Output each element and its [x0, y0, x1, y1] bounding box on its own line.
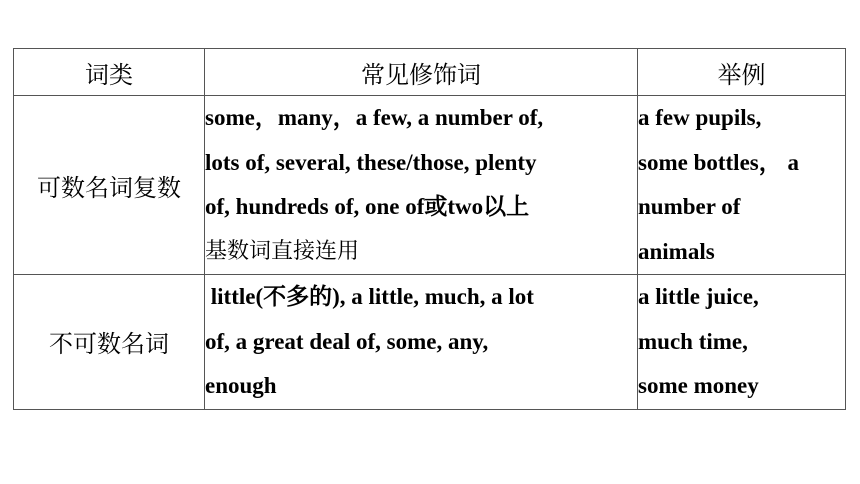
examples-cell	[638, 275, 846, 410]
modifiers-cell	[205, 275, 638, 410]
header-examples: 举例	[638, 49, 846, 96]
table-row-countable-plural	[14, 96, 846, 275]
modifier-line: of, a great deal of, some, any,	[205, 328, 489, 354]
category-cell: 可数名词复数	[14, 96, 205, 275]
modifier-line: some，many，a few, a number of,	[205, 105, 544, 130]
example-line: a little juice,	[638, 284, 759, 309]
header-common-modifiers: 常见修饰词	[205, 49, 638, 96]
examples-cell	[638, 96, 846, 275]
modifier-line: of, hundreds of, one of或two以上	[205, 194, 530, 219]
example-line: number of	[638, 194, 741, 219]
table-row-uncountable	[14, 275, 846, 410]
modifiers-cell	[205, 96, 638, 275]
noun-modifier-table	[13, 48, 846, 410]
modifier-line: enough	[205, 373, 277, 398]
example-line: some money	[638, 373, 759, 398]
header-word-class: 词类	[14, 49, 205, 96]
example-line: a few pupils,	[638, 105, 762, 130]
example-line: animals	[638, 238, 715, 264]
modifier-line: 基数词直接连用	[205, 238, 360, 264]
example-line: some bottles， a	[638, 149, 799, 175]
table-header-row	[14, 49, 846, 96]
modifier-line: lots of, several, these/those, plenty	[205, 149, 537, 175]
category-cell: 不可数名词	[14, 275, 205, 410]
example-line: much time,	[638, 328, 748, 354]
modifier-line: little(不多的), a little, much, a lot	[205, 284, 534, 309]
